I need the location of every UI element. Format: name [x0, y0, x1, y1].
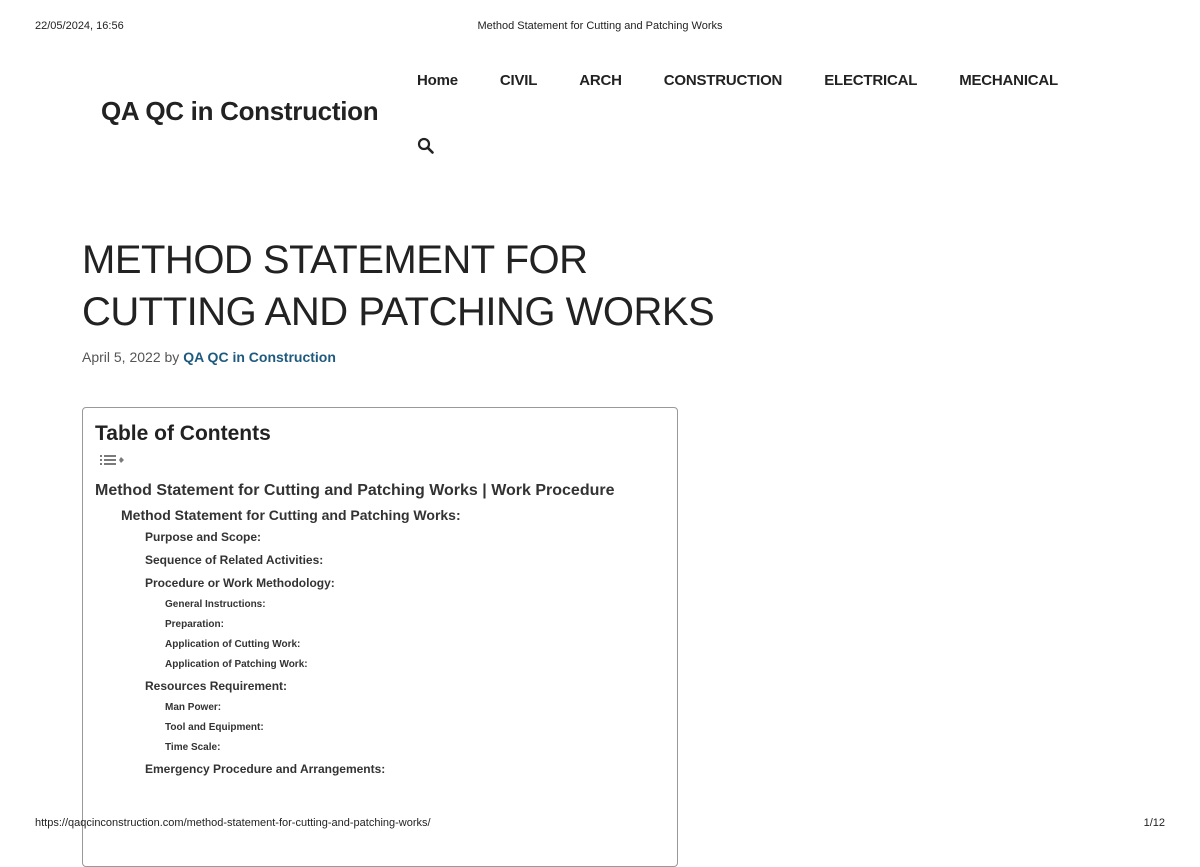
print-page-title: Method Statement for Cutting and Patching Works	[477, 20, 723, 32]
nav-item-civil[interactable]: CIVIL	[499, 72, 538, 89]
page-title	[82, 234, 714, 338]
post-meta	[82, 349, 336, 365]
print-page-number: 1/12	[1143, 817, 1165, 829]
toc-item	[145, 738, 665, 758]
toc-link-method-statement[interactable]: Method Statement for Cutting and Patching Works:	[121, 507, 461, 523]
page-title-line-1: METHOD STATEMENT FOR	[82, 238, 588, 282]
search-icon[interactable]	[417, 137, 435, 155]
toc-item	[121, 675, 665, 758]
post-date: April 5, 2022	[82, 349, 161, 365]
toc-link-procedure[interactable]: Procedure or Work Methodology:	[145, 576, 335, 590]
toc-link-tools[interactable]: Tool and Equipment:	[165, 722, 264, 733]
nav-item-construction[interactable]: CONSTRUCTION	[663, 72, 783, 89]
toc-link-time-scale[interactable]: Time Scale:	[165, 742, 221, 753]
toc-item	[95, 478, 665, 781]
page-title-line-2: CUTTING AND PATCHING WORKS	[82, 290, 715, 334]
toc-item	[95, 504, 665, 781]
site-title-link[interactable]: QA QC in Construction	[101, 96, 379, 126]
toc-link-resources[interactable]: Resources Requirement:	[145, 679, 288, 693]
toc-link-emergency[interactable]: Emergency Procedure and Arrangements:	[145, 762, 386, 776]
toc-item	[145, 655, 665, 675]
toc-link-purpose[interactable]: Purpose and Scope:	[145, 530, 262, 544]
print-date: 22/05/2024, 16:56	[35, 20, 124, 32]
nav-item-electrical[interactable]: ELECTRICAL	[824, 72, 918, 89]
table-of-contents	[82, 407, 678, 867]
toc-item	[145, 615, 665, 635]
toc-item	[145, 635, 665, 655]
list-icon	[100, 454, 126, 466]
nav-item-mechanical[interactable]: MECHANICAL	[959, 72, 1059, 89]
toc-link-patching-work[interactable]: Application of Patching Work:	[165, 659, 308, 670]
toc-link-preparation[interactable]: Preparation:	[165, 619, 224, 630]
toc-toggle[interactable]	[100, 452, 130, 468]
nav-item-arch[interactable]: ARCH	[579, 72, 622, 89]
toc-item	[145, 698, 665, 718]
toc-link-work-procedure[interactable]: Method Statement for Cutting and Patching Works | Work Procedure	[95, 482, 615, 499]
toc-item	[121, 526, 665, 549]
toc-link-cutting-work[interactable]: Application of Cutting Work:	[165, 639, 301, 650]
post-by: by	[164, 349, 180, 365]
toc-link-sequence[interactable]: Sequence of Related Activities:	[145, 553, 324, 567]
toc-item	[145, 718, 665, 738]
toc-title: Table of Contents	[95, 422, 271, 445]
print-footer-url: https://qaqcinconstruction.com/method-statement-for-cutting-and-patching-works/	[35, 817, 431, 829]
toc-item	[121, 572, 665, 675]
toc-item	[121, 549, 665, 572]
main-navigation	[417, 72, 1100, 89]
toc-list	[95, 478, 665, 781]
nav-item-home[interactable]: Home	[417, 72, 458, 89]
toc-item	[145, 595, 665, 615]
toc-link-general-instructions[interactable]: General Instructions:	[165, 599, 266, 610]
post-author-link[interactable]: QA QC in Construction	[183, 349, 336, 365]
toc-item	[121, 758, 665, 781]
toc-link-man-power[interactable]: Man Power:	[165, 702, 222, 713]
